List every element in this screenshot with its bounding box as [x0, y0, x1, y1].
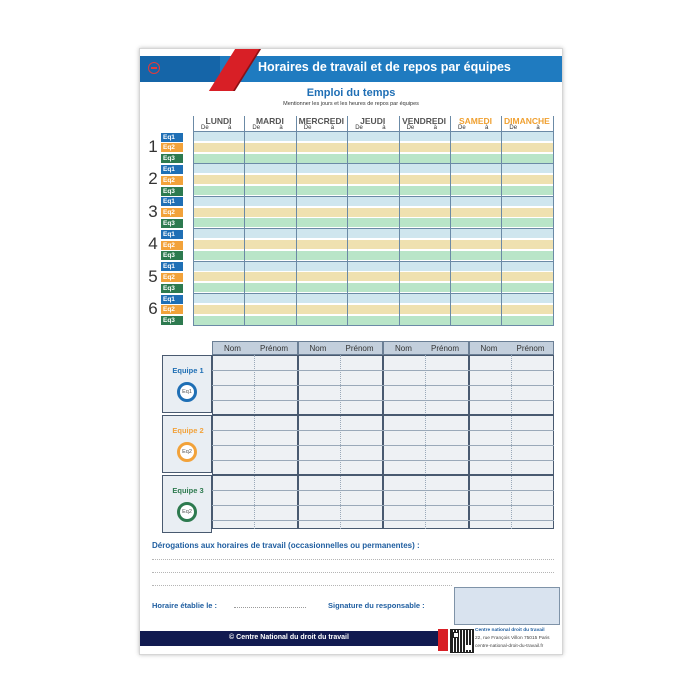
day-column-line: [501, 116, 502, 326]
team-badge-icon: Eq2: [177, 502, 197, 522]
day-header: MARDI: [255, 116, 284, 126]
column-header-nom: Nom: [395, 344, 412, 353]
column-header-nom: Nom: [480, 344, 498, 353]
derogations-line-3[interactable]: [152, 585, 452, 586]
team-label: Eq2: [161, 143, 183, 152]
team-label: Eq2: [161, 273, 183, 282]
team-row-line: [212, 490, 554, 491]
to-label: à: [228, 125, 232, 131]
week-number: 3: [148, 201, 158, 221]
day-header: JEUDI: [360, 116, 386, 126]
week-number: 6: [148, 299, 158, 318]
team-label: Eq2: [161, 176, 183, 185]
header-left-panel: [140, 56, 220, 82]
team-label: Eq1: [161, 295, 183, 304]
team-row-line: [212, 445, 554, 446]
day-column-line: [553, 116, 554, 326]
derogations-label: Dérogations aux horaires de travail (occasionnelles ou permanentes) :: [152, 541, 420, 550]
team-label: Eq1: [161, 230, 183, 239]
schedule-row[interactable]: [193, 197, 553, 207]
team-name: Equipe 3: [172, 486, 204, 495]
from-label: De: [509, 125, 518, 131]
team-table: [162, 341, 554, 529]
team-label: Eq1: [161, 165, 183, 174]
schedule-row[interactable]: [193, 283, 553, 293]
schedule-row[interactable]: [193, 186, 553, 196]
team-row-line: [212, 520, 554, 521]
qr-code-icon: [450, 629, 474, 653]
from-label: De: [201, 125, 209, 131]
week-separator: [193, 325, 553, 326]
team-row-line: [212, 430, 554, 431]
name-divider: [340, 355, 341, 529]
team-row-line: [212, 370, 554, 371]
team-separator: [212, 474, 554, 476]
derogations-line-2[interactable]: [152, 572, 554, 573]
team-label: Eq1: [161, 197, 183, 206]
schedule-row[interactable]: [193, 143, 553, 153]
footer-address: 22, rue François Villon 75015 Paris: [475, 636, 550, 641]
schedule-title: Emploi du temps: [306, 87, 396, 99]
day-column-line: [347, 116, 348, 326]
team-label: Eq3: [161, 316, 183, 325]
team-label: Eq2: [161, 208, 183, 217]
day-column-line: [296, 116, 297, 326]
document-page: [139, 48, 563, 655]
day-header: MERCREDI: [298, 116, 344, 126]
column-header-group: [212, 341, 298, 355]
signature-box[interactable]: [454, 587, 560, 625]
team-badge-icon: Eq1: [177, 382, 197, 402]
schedule-row[interactable]: [193, 305, 553, 315]
day-column-line: [450, 116, 451, 326]
from-label: De: [458, 125, 466, 131]
column-header-prenom: Prénom: [431, 344, 460, 353]
signature-label: Signature du responsable :: [328, 601, 425, 610]
to-label: à: [330, 125, 335, 131]
day-header: DIMANCHE: [503, 116, 550, 126]
name-divider: [511, 355, 512, 529]
schedule-row[interactable]: [193, 229, 553, 239]
column-header-prenom: Prénom: [345, 344, 374, 353]
team-label: Eq2: [161, 305, 183, 314]
day-header: VENDREDI: [402, 116, 447, 126]
column-header-prenom: Prénom: [260, 344, 289, 353]
day-column-line: [399, 116, 400, 326]
day-column-line: [244, 116, 245, 326]
team-label: Eq1: [161, 262, 183, 271]
from-label: De: [355, 125, 363, 131]
schedule-row[interactable]: [193, 272, 553, 282]
team-row-line: [212, 460, 554, 461]
established-date-label: Horaire établie le :: [152, 601, 218, 610]
team-label: Eq3: [161, 154, 183, 163]
day-column-line: [193, 116, 194, 326]
derogations-line-1[interactable]: [152, 559, 554, 560]
circle-logo-icon: [148, 62, 160, 74]
team-block: [162, 355, 212, 413]
column-header-group: [469, 341, 555, 355]
column-header-nom: Nom: [309, 344, 327, 353]
footer-website: centre-national-droit-du-travail.fr: [475, 644, 544, 649]
header-bar: [140, 56, 562, 82]
from-label: De: [252, 125, 261, 131]
from-label: De: [303, 125, 312, 131]
footer-org: Centre national droit du travail: [475, 628, 545, 633]
team-block: [162, 475, 212, 533]
team-label: Eq3: [161, 219, 183, 228]
team-label: Eq3: [161, 251, 183, 260]
footer-red-accent: [438, 629, 448, 651]
week-number: 5: [148, 266, 158, 286]
schedule-subtitle: Mentionner les jours et les heures de repos par équipes: [283, 101, 419, 107]
team-name: Equipe 2: [172, 426, 204, 435]
team-badge-icon: Eq2: [177, 442, 197, 462]
team-row-line: [212, 505, 554, 506]
schedule-row[interactable]: [193, 175, 553, 185]
schedule-row[interactable]: [193, 164, 553, 174]
to-label: à: [382, 125, 386, 131]
schedule-row[interactable]: [193, 240, 553, 250]
header-title: Horaires de travail et de repos par équipes: [258, 60, 511, 74]
column-header-nom: Nom: [224, 344, 241, 353]
team-label: Eq2: [161, 241, 183, 250]
schedule-row[interactable]: [193, 208, 553, 218]
team-name: Equipe 1: [172, 366, 204, 375]
name-divider: [254, 355, 255, 529]
day-header: LUNDI: [205, 116, 232, 126]
week-number: 1: [148, 137, 158, 156]
schedule-row[interactable]: [193, 218, 553, 228]
to-label: à: [485, 125, 489, 131]
schedule-row[interactable]: [193, 132, 553, 142]
name-divider: [425, 355, 426, 529]
column-header-group: [383, 341, 469, 355]
footer-copyright: © Centre National du droit du travail: [229, 634, 349, 641]
team-label: Eq3: [161, 284, 183, 293]
to-label: à: [279, 125, 283, 131]
team-separator: [212, 414, 554, 416]
established-date-field[interactable]: [234, 607, 306, 608]
grid-top-line: [193, 131, 553, 132]
schedule-row[interactable]: [193, 262, 553, 272]
team-row-line: [212, 400, 554, 401]
schedule-row[interactable]: [193, 251, 553, 261]
team-label: Eq1: [161, 133, 183, 142]
schedule-row[interactable]: [193, 154, 553, 164]
week-number: 2: [148, 169, 158, 189]
to-label: à: [536, 125, 540, 131]
week-number: 4: [148, 234, 158, 254]
schedule-row[interactable]: [193, 316, 553, 326]
schedule-row[interactable]: [193, 294, 553, 304]
to-label: à: [433, 125, 437, 131]
day-header: SAMEDI: [458, 116, 493, 126]
team-row-line: [212, 385, 554, 386]
team-block: [162, 415, 212, 473]
column-header-prenom: Prénom: [516, 344, 545, 353]
team-label: Eq3: [161, 187, 183, 196]
from-label: De: [406, 125, 415, 131]
column-header-group: [298, 341, 384, 355]
